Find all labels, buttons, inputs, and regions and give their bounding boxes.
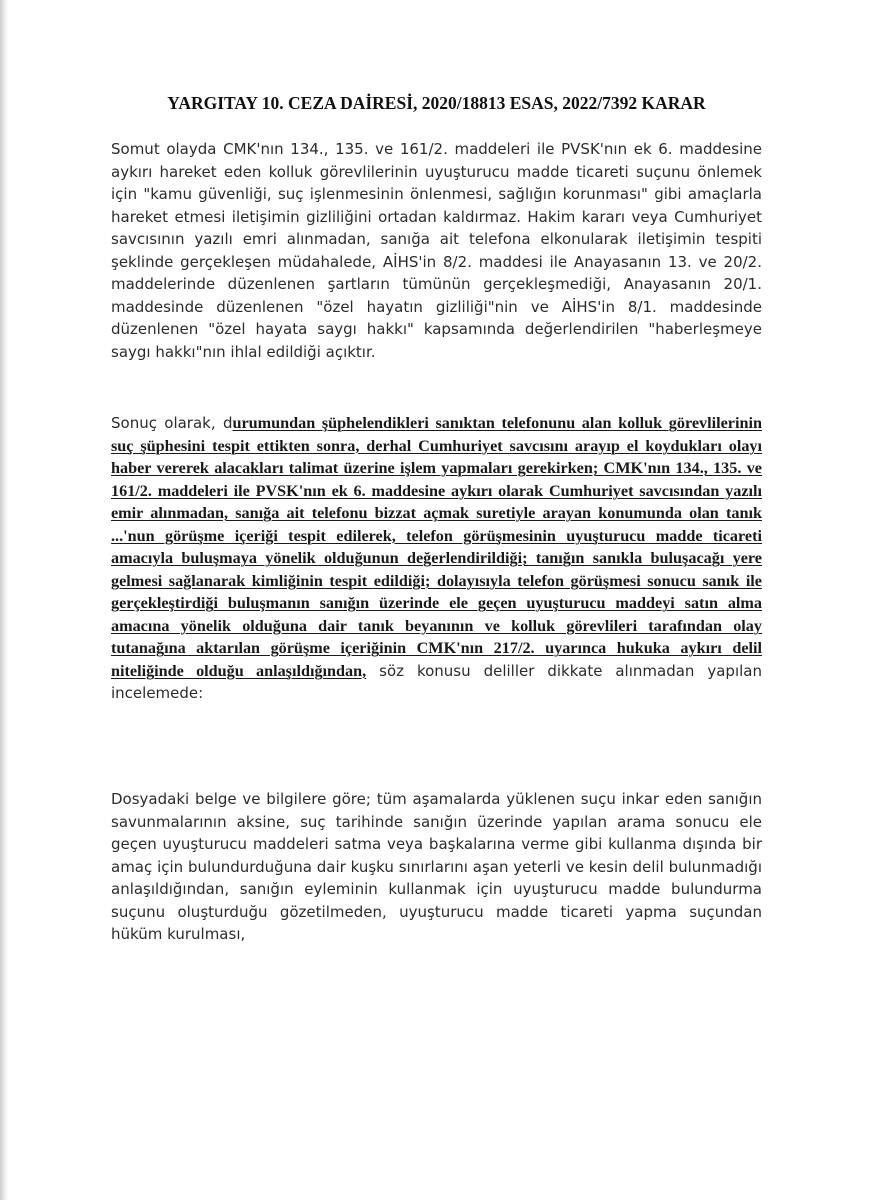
document-heading: YARGITAY 10. CEZA DAİRESİ, 2020/18813 ESAS, 2022/7392 KARAR: [167, 93, 706, 113]
paragraph-2-emphasis: urumundan şüphelendikleri sanıktan telefonunu alan kolluk görevlilerinin suç şüphesini tespit ettikten sonra, derhal Cumhuriyet savcısını arayıp el koydukları olayı haber vererek alacakları talimat üzerine işlem yapmaları gerekirken; CMK'nın 134., 135. ve 161/2. maddeleri ile PVSK'nın ek 6. maddesine aykırı olarak Cumhuriyet savcısından yazılı emir alınmadan, sanığa ait telefonu bizzat açmak suretiyle arayan konumunda olan tanık ...'nun görüşme içeriği tespit edilerek, telefon görüşmesinin uyuşturucu madde ticareti amacıyla buluşmaya yönelik olduğunun değerlendirildiği; tanığın sanıkla buluşacağı yere gelmesi sağlanarak kimliğinin tespit edildiği; dolayısıyla telefon görüşmesi sonucu sanık ile gerçekleştirdiği buluşmanın sanığın üzerinde ele geçen uyuşturucu maddeyi satın alma amacına yönelik olduğuna dair tanık beyanının ve kolluk görevlileri tarafından olay tutanağına aktarılan görüşme içeriğinin CMK'nın 217/2. uyarınca hukuka aykırı delil niteliğinde olduğu anlaşıldığından,: [111, 414, 762, 680]
paragraph-2-lead: Sonuç olarak, d: [111, 414, 233, 432]
paragraph-1: Somut olayda CMK'nın 134., 135. ve 161/2. maddeleri ile PVSK'nın ek 6. maddesine aykırı hareket eden kolluk görevlilerinin uyuşturucu madde ticareti suçunu önlemek için "kamu güvenliği, suç işlenmesinin önlenmesi, sağlığın korunması" gibi amaçlarla hareket etmesi iletişimin gizliliğini ortadan kaldırmaz. Hakim kararı veya Cumhuriyet savcısının yazılı emri alınmadan, sanığa ait telefona elkonularak iletişimin tespiti şeklinde gerçekleşen müdahalede, AİHS'in 8/2. maddesi ile Anayasanın 13. ve 20/2. maddelerinde düzenlenen şartların tümünün gerçekleşmediği, Anayasanın 20/1. maddesinde düzenlenen "özel hayatın gizliliği"nin ve AİHS'in 8/1. maddesinde düzenlenen "özel hayata saygı hakkı" kapsamında değerlendirilen "haberleşmeye saygı hakkı"nın ihlal edildiği açıktır.: [111, 140, 762, 361]
paragraph-3: Dosyadaki belge ve bilgilere göre; tüm aşamalarda yüklenen suçu inkar eden sanığın savunmalarının aksine, suç tarihinde sanığın üzerinde yapılan arama sonucu ele geçen uyuşturucu maddeleri satma veya başkalarına verme gibi kullanma dışında bir amaç için bulundurduğuna dair kuşku sınırlarını aşan yeterli ve kesin delil bulunmadığı anlaşıldığından, sanığın eyleminin kullanmak için uyuşturucu madde bulundurma suçunu oluşturduğu gözetilmeden, uyuşturucu madde ticareti yapma suçundan hüküm kurulması,: [111, 790, 762, 943]
page-edge-shadow: [0, 0, 8, 1200]
paragraph-2: [111, 412, 762, 705]
paragraph-2-tail: söz konusu deliller dikkate alınmadan yapılan incelemede:: [111, 661, 762, 702]
